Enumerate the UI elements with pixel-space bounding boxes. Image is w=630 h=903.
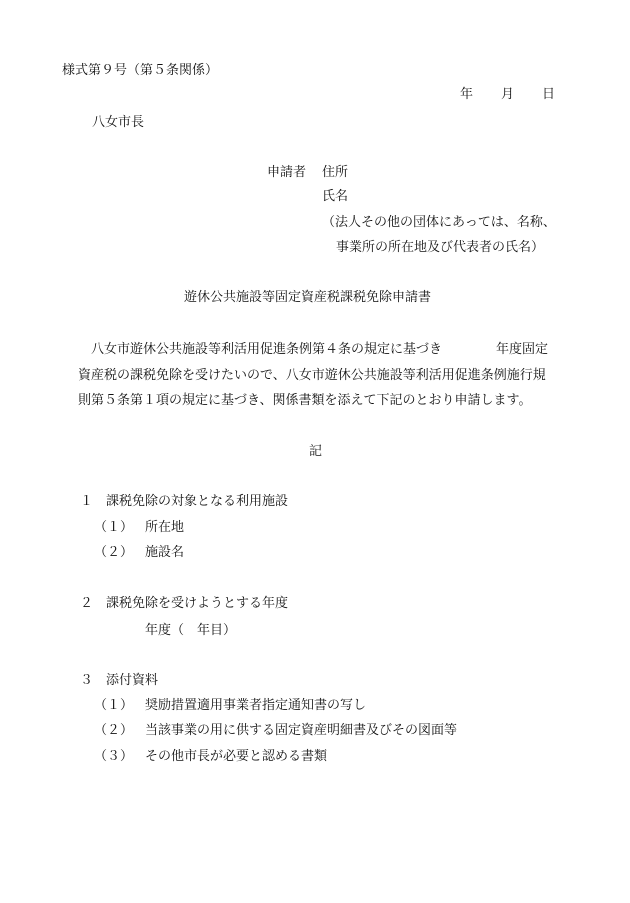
- date-day-label: 日: [542, 87, 556, 102]
- applicant-note-line2: 事業所の所在地及び代表者の氏名）: [336, 240, 545, 255]
- section-1-item-1-text: 所在地: [145, 520, 185, 535]
- section-1-item-1-number: （１）: [94, 520, 134, 535]
- address-label: 住所: [322, 165, 349, 180]
- date-line: [460, 88, 555, 101]
- name-label: 氏名: [322, 189, 349, 204]
- section-1-item-2-number: （２）: [94, 545, 134, 560]
- body-line-2: 資産税の課税免除を受けたいので、八女市遊休公共施設等利活用促進条例施行規: [78, 368, 546, 383]
- date-year-label: 年: [460, 87, 474, 102]
- section-3-number: ３: [80, 673, 94, 688]
- document-title: 遊休公共施設等固定資産税課税免除申請書: [184, 290, 432, 305]
- ki-heading: 記: [309, 444, 323, 459]
- section-3-item-3-text: その他市長が必要と認める書類: [145, 749, 328, 764]
- section-3-item-1-number: （１）: [94, 698, 134, 713]
- section-2-heading: 課税免除を受けようとする年度: [106, 596, 289, 611]
- addressee: 八女市長: [92, 115, 145, 130]
- body-line-1-year: 年度固定: [496, 342, 549, 357]
- section-3-heading: 添付資料: [106, 673, 159, 688]
- applicant-label: 申請者: [267, 165, 307, 180]
- section-1-item-2-text: 施設名: [145, 545, 185, 560]
- body-line-1-text: 八女市遊休公共施設等利活用促進条例第４条の規定に基づき: [91, 342, 443, 357]
- section-3-item-2-number: （２）: [94, 723, 134, 738]
- date-month-label: 月: [501, 87, 515, 102]
- section-3-item-1-text: 奨励措置適用事業者指定通知書の写し: [145, 698, 367, 713]
- section-3-item-3-number: （３）: [94, 749, 134, 764]
- applicant-note-line1: （法人その他の団体にあっては、名称、: [322, 215, 556, 230]
- section-1-number: １: [80, 494, 94, 509]
- body-line-1: [91, 343, 548, 356]
- section-1-heading: 課税免除の対象となる利用施設: [106, 494, 289, 509]
- section-3-item-2-text: 当該事業の用に供する固定資産明細書及びその図面等: [145, 723, 458, 738]
- section-2-year-line: 年度（ 年目）: [145, 623, 237, 638]
- section-2-number: ２: [80, 596, 94, 611]
- form-number: 様式第９号（第５条関係）: [62, 63, 219, 78]
- body-line-3: 則第５条第１項の規定に基づき、関係書類を添えて下記のとおり申請します。: [78, 393, 532, 408]
